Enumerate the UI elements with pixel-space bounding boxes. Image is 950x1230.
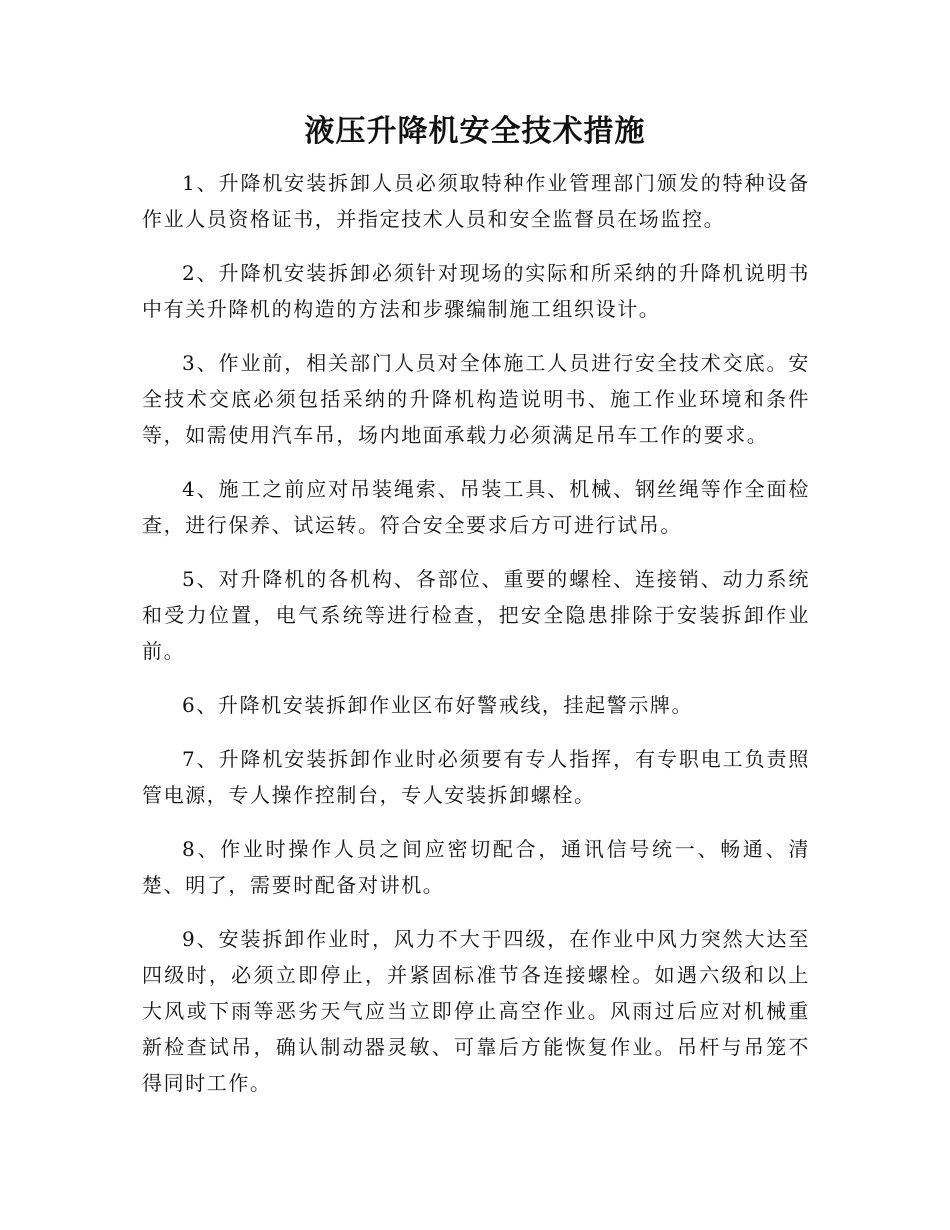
paragraph-7: 7、升降机安装拆卸作业时必须要有专人指挥，有专职电工负责照管电源，专人操作控制台，专人安装拆卸螺栓。 bbox=[142, 747, 810, 807]
paragraph-5: 5、对升降机的各机构、各部位、重要的螺栓、连接销、动力系统和受力位置，电气系统等进行检查，把安全隐患排除于安装拆卸作业前。 bbox=[142, 567, 810, 663]
paragraph-3: 3、作业前，相关部门人员对全体施工人员进行安全技术交底。安全技术交底必须包括采纳的升降机构造说明书、施工作业环境和条件等，如需使用汽车吊，场内地面承载力必须满足吊车工作的要求。 bbox=[142, 351, 810, 447]
paragraph-6: 6、升降机安装拆卸作业区布好警戒线，挂起警示牌。 bbox=[182, 693, 694, 717]
document-body bbox=[142, 165, 810, 1119]
paragraph-8: 8、作业时操作人员之间应密切配合，通讯信号统一、畅通、清楚、明了，需要时配备对讲机。 bbox=[142, 837, 810, 897]
paragraph-1: 1、升降机安装拆卸人员必须取特种作业管理部门颁发的特种设备作业人员资格证书，并指定技术人员和安全监督员在场监控。 bbox=[142, 171, 810, 231]
paragraph-2: 2、升降机安装拆卸必须针对现场的实际和所采纳的升降机说明书中有关升降机的构造的方法和步骤编制施工组织设计。 bbox=[142, 261, 810, 321]
document-title: 液压升降机安全技术措施 bbox=[304, 114, 646, 149]
paragraph-4: 4、施工之前应对吊装绳索、吊装工具、机械、钢丝绳等作全面检查，进行保养、试运转。符合安全要求后方可进行试吊。 bbox=[142, 477, 810, 537]
paragraph-9: 9、安装拆卸作业时，风力不大于四级，在作业中风力突然大达至四级时，必须立即停止，并紧固标准节各连接螺栓。如遇六级和以上大风或下雨等恶劣天气应当立即停止高空作业。风雨过后应对机械重新检查试吊，确认制动器灵敏、可靠后方能恢复作业。吊杆与吊笼不得同时工作。 bbox=[142, 927, 810, 1095]
